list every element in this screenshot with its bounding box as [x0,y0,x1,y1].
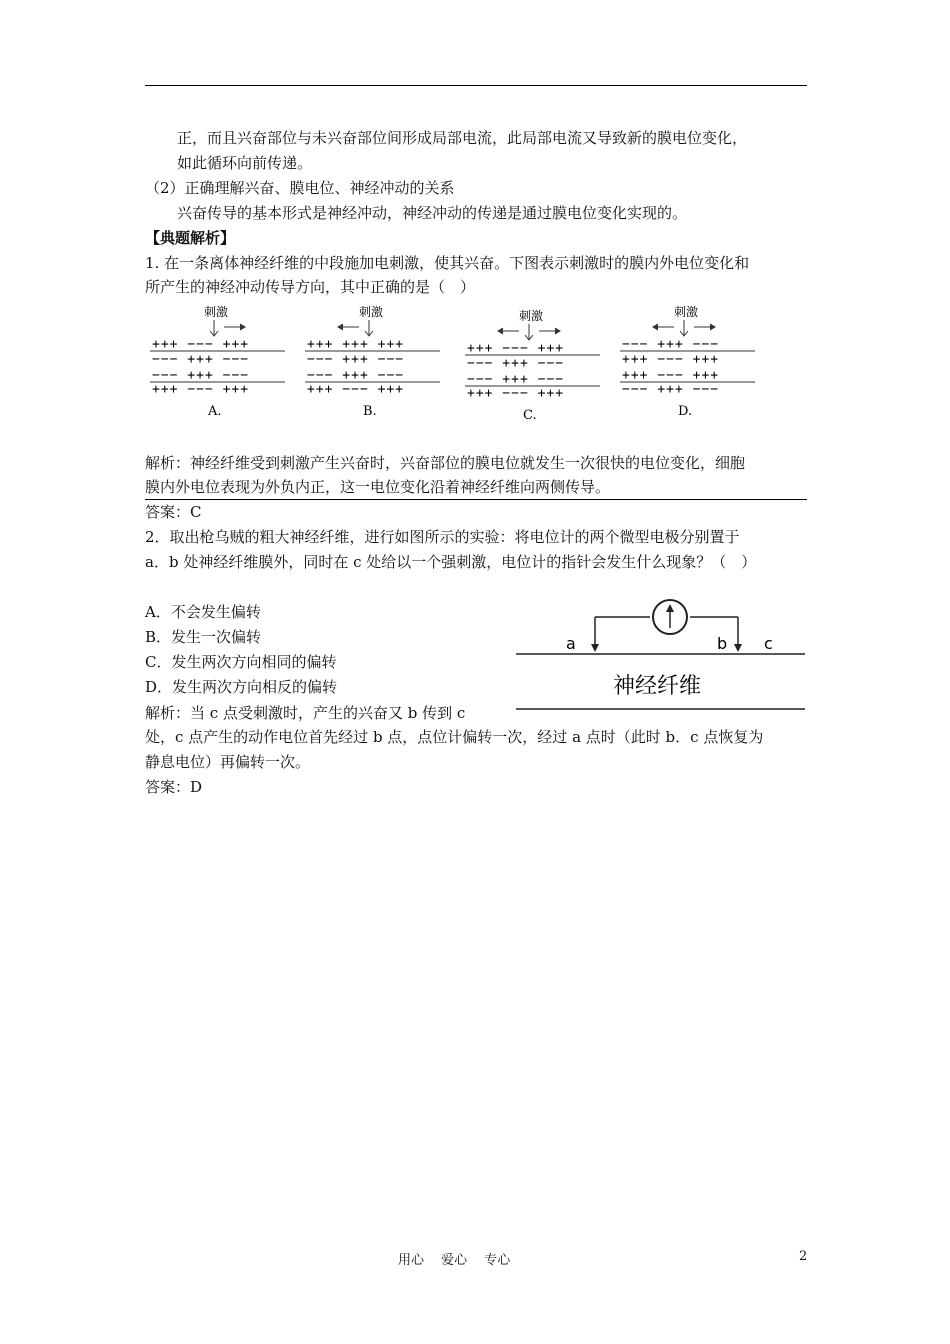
option-d-label: D. [678,404,693,419]
q2-option-d: D．发生两次方向相反的偏转 [145,678,338,696]
q2-galvanometer-diagram [513,592,808,717]
q1-line-2: 所产生的神经冲动传导方向，其中正确的是（ ） [145,278,476,296]
option-c-diagram [465,308,600,423]
option-d-row-4: −−− +++ −−− [622,382,720,397]
label-a: a [566,634,576,653]
header-rule [145,85,807,86]
point-2-body: 兴奋传导的基本形式是神经冲动，神经冲动的传递是通过膜电位变化实现的。 [177,204,688,222]
option-b-row-2: −−− +++ −−− [307,352,405,367]
label-b: b [717,634,728,653]
option-c-row-4: +++ −−− +++ [467,386,565,401]
option-b-row-3: −−− +++ −−− [307,368,405,383]
point-2-title: （2）正确理解兴奋、膜电位、神经冲动的关系 [145,179,455,197]
option-a-diagram [150,304,285,419]
option-c-label: C. [523,408,537,423]
option-d-diagram [620,304,755,419]
option-a-row-3: −−− +++ −−− [152,368,250,383]
q1-answer: 答案：C [145,503,202,521]
option-a-stim-label: 刺激 [204,305,229,319]
option-a-row-4: +++ −−− +++ [152,382,250,397]
option-c-stim-label: 刺激 [519,309,544,323]
intro-line-1: 正，而且兴奋部位与未兴奋部位间形成局部电流，此局部电流又导致新的膜电位变化， [177,129,748,147]
q1-divider [145,499,807,500]
option-d-stim-label: 刺激 [674,305,699,319]
option-c-row-3: −−− +++ −−− [467,372,565,387]
q2-analysis-line-3: 静息电位）再偏转一次。 [145,753,311,771]
q2-analysis-line-1: 解析：当 c 点受刺激时，产生的兴奋又 b 传到 c [145,704,466,722]
option-b-label: B. [363,404,377,419]
option-d-row-1: −−− +++ −−− [622,337,720,352]
option-a-label: A. [208,404,222,419]
page-number: 2 [799,1249,808,1264]
option-b-row-4: +++ −−− +++ [307,382,405,397]
label-c: c [764,634,773,653]
option-b-diagram [305,304,440,419]
q2-option-a: A．不会发生偏转 [145,603,261,621]
q2-option-b: B．发生一次偏转 [145,628,262,646]
footer-motto: 用心 爱心 专心 [398,1253,511,1268]
option-b-stim-label: 刺激 [359,305,384,319]
option-d-row-3: +++ −−− +++ [622,368,720,383]
q1-analysis-line-2: 膜内外电位表现为外负内正，这一电位变化沿着神经纤维向两侧传导。 [145,478,611,496]
intro-line-2: 如此循环向前传递。 [177,154,313,172]
option-c-row-2: −−− +++ −−− [467,356,565,371]
q2-line-2: a．b 处神经纤维膜外，同时在 c 处给以一个强刺激，电位计的指针会发生什么现象？（ ） [145,553,757,571]
q1-line-1: 1. 在一条离体神经纤维的中段施加电刺激，使其兴奋。下图表示刺激时的膜内外电位变化和 [145,254,750,272]
option-c-row-1: +++ −−− +++ [467,341,565,356]
q1-membrane-diagrams [145,300,765,425]
option-a-row-2: −−− +++ −−− [152,352,250,367]
option-d-row-2: +++ −−− +++ [622,352,720,367]
q2-option-c: C．发生两次方向相同的偏转 [145,653,337,671]
q2-answer: 答案：D [145,778,203,796]
section-heading: 【典题解析】 [145,229,236,247]
q2-analysis-line-2: 处，c 点产生的动作电位首先经过 b 点，点位计偏转一次，经过 a 点时（此时 b．c 点恢复为 [145,728,764,746]
option-a-row-1: +++ −−− +++ [152,337,250,352]
q2-line-1: 2．取出枪乌贼的粗大神经纤维，进行如图所示的实验：将电位计的两个微型电极分别置于 [145,528,740,546]
q1-analysis-line-1: 解析：神经纤维受到刺激产生兴奋时，兴奋部位的膜电位就发生一次很快的电位变化，细胞 [145,454,746,472]
option-b-row-1: +++ +++ +++ [307,337,405,352]
fiber-label: 神经纤维 [613,674,702,699]
